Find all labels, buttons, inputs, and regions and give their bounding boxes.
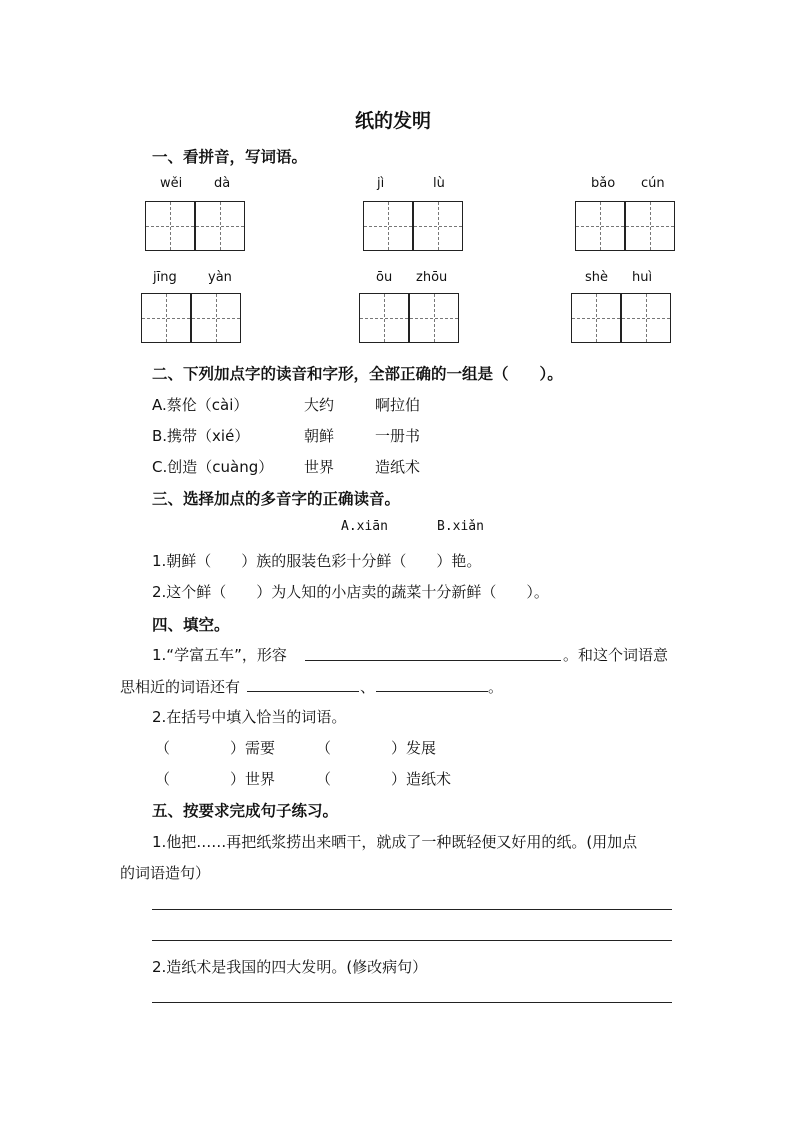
pinyin: lù bbox=[433, 176, 445, 191]
option-a: A.蔡伦（cài） bbox=[152, 396, 249, 414]
writing-line[interactable] bbox=[152, 940, 672, 941]
pinyin: zhōu bbox=[416, 270, 448, 285]
pinyin: shè bbox=[585, 270, 609, 285]
fill-bracket[interactable]: （ ）世界 bbox=[155, 770, 276, 788]
option-b: B.携带（xié） bbox=[152, 427, 250, 445]
question-5-2: 2.造纸术是我国的四大发明。(修改病句） bbox=[152, 958, 428, 976]
question-5-1-line1: 1.他把……再把纸浆捞出来晒干，就成了一种既轻便又好用的纸。(用加点 bbox=[152, 833, 638, 851]
writing-grid-cell[interactable] bbox=[363, 201, 413, 251]
section-1-heading: 一、看拼音，写词语。 bbox=[152, 148, 308, 166]
writing-grid-cell[interactable] bbox=[571, 293, 621, 343]
pinyin: yàn bbox=[208, 270, 232, 285]
section-3-heading: 三、选择加点的多音字的正确读音。 bbox=[152, 490, 401, 508]
option-a-word2: 大约 bbox=[304, 396, 335, 414]
pinyin: jīng bbox=[153, 270, 177, 285]
section-4-heading: 四、填空。 bbox=[152, 616, 230, 634]
option-b-word2: 朝鲜 bbox=[304, 427, 335, 445]
writing-grid-cell[interactable] bbox=[145, 201, 195, 251]
question-3-2: 2.这个鲜（ ）为人知的小店卖的蔬菜十分新鲜（ ）。 bbox=[152, 583, 549, 601]
section-2-heading: 二、下列加点字的读音和字形，全部正确的一组是（ ）。 bbox=[152, 365, 563, 383]
writing-grid-cell[interactable] bbox=[195, 201, 245, 251]
reading-option-a: A.xiān bbox=[341, 519, 388, 534]
reading-option-b: B.xiǎn bbox=[437, 519, 484, 534]
page-title: 纸的发明 bbox=[355, 110, 432, 132]
pinyin: jì bbox=[377, 176, 385, 191]
answer-blank[interactable] bbox=[376, 691, 488, 692]
writing-grid-cell[interactable] bbox=[621, 293, 671, 343]
fill-bracket[interactable]: （ ）发展 bbox=[316, 739, 437, 757]
writing-grid-cell[interactable] bbox=[409, 293, 459, 343]
option-c-word3: 造纸术 bbox=[375, 458, 421, 476]
option-a-word3: 啊拉伯 bbox=[375, 396, 421, 414]
pinyin: huì bbox=[632, 270, 653, 285]
section-5-heading: 五、按要求完成句子练习。 bbox=[152, 802, 339, 820]
writing-line[interactable] bbox=[152, 1002, 672, 1003]
writing-line[interactable] bbox=[152, 909, 672, 910]
writing-grid-cell[interactable] bbox=[141, 293, 191, 343]
question-3-1: 1.朝鲜（ ）族的服装色彩十分鲜（ ）艳。 bbox=[152, 552, 482, 570]
pinyin: cún bbox=[641, 176, 665, 191]
option-c: C.创造（cuàng） bbox=[152, 458, 274, 476]
question-4-1-end: 。和这个词语意 bbox=[563, 646, 669, 664]
pinyin: ōu bbox=[376, 270, 393, 285]
fill-bracket[interactable]: （ ）造纸术 bbox=[316, 770, 452, 788]
writing-grid-cell[interactable] bbox=[575, 201, 625, 251]
pinyin: dà bbox=[214, 176, 231, 191]
writing-grid-cell[interactable] bbox=[359, 293, 409, 343]
pinyin: wěi bbox=[160, 176, 183, 191]
answer-blank[interactable] bbox=[247, 691, 359, 692]
separator: 、 bbox=[360, 678, 376, 696]
answer-blank[interactable] bbox=[305, 660, 561, 661]
question-4-2: 2.在括号中填入恰当的词语。 bbox=[152, 708, 347, 726]
writing-grid-cell[interactable] bbox=[191, 293, 241, 343]
option-b-word3: 一册书 bbox=[375, 427, 421, 445]
pinyin: bǎo bbox=[591, 176, 616, 191]
period: 。 bbox=[488, 678, 504, 696]
option-c-word2: 世界 bbox=[304, 458, 335, 476]
question-5-1-line2: 的词语造句） bbox=[120, 864, 211, 882]
question-4-1-line2: 思相近的词语还有 bbox=[120, 678, 241, 696]
fill-bracket[interactable]: （ ）需要 bbox=[155, 739, 276, 757]
question-4-1-start: 1.“学富五车”，形容 bbox=[152, 646, 287, 664]
writing-grid-cell[interactable] bbox=[413, 201, 463, 251]
writing-grid-cell[interactable] bbox=[625, 201, 675, 251]
